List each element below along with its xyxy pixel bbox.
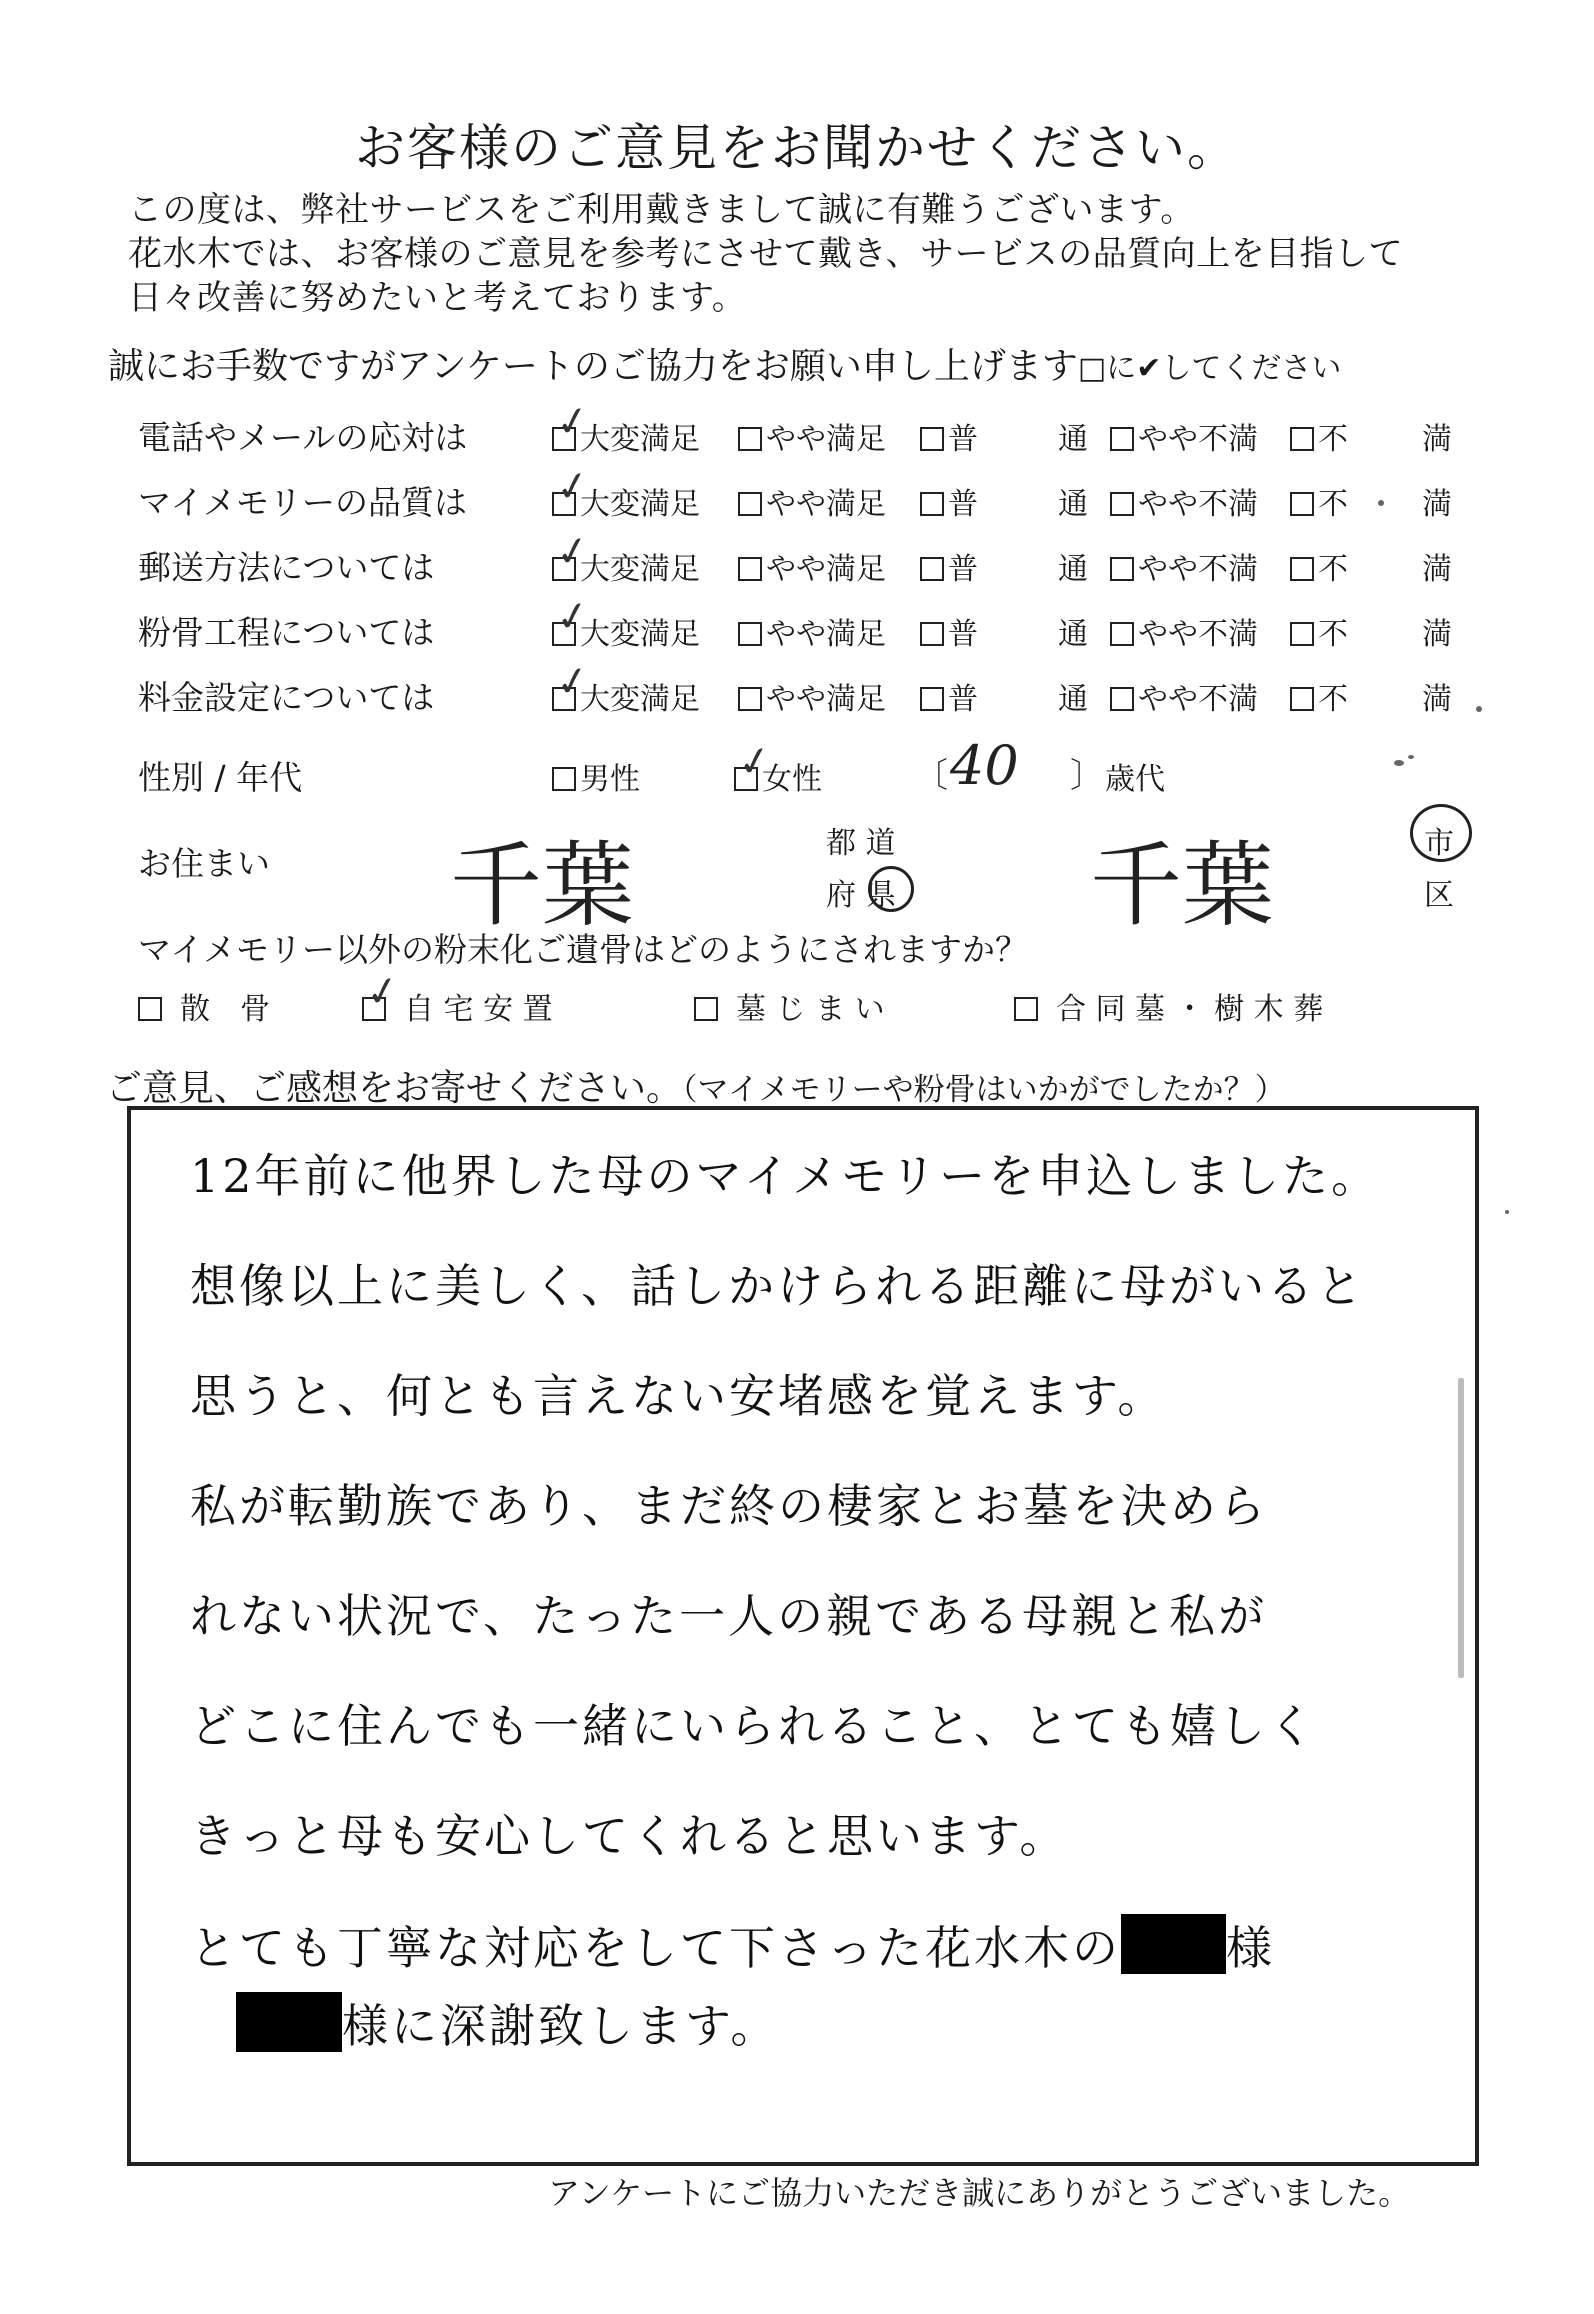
gender-male[interactable]: 男性: [552, 754, 640, 798]
rating-checkbox[interactable]: [920, 492, 944, 516]
check-mark-icon: ✓: [552, 591, 594, 643]
rating-checkbox[interactable]: [738, 492, 762, 516]
rating-option[interactable]: ✓ 大変満足: [552, 461, 700, 522]
rating-option: 満: [1422, 682, 1452, 717]
gender-female[interactable]: ✓ 女性: [734, 736, 822, 797]
prefecture-suffix-top: 都 道: [826, 826, 896, 861]
selection-circle: [1410, 804, 1472, 862]
check-mark-icon: ✓: [552, 396, 594, 448]
rating-option[interactable]: やや満足: [738, 544, 886, 588]
rating-checkbox[interactable]: [920, 687, 944, 711]
rating-option[interactable]: やや満足: [738, 674, 886, 718]
rating-checkbox[interactable]: [552, 461, 594, 516]
check-mark-icon: ✓: [552, 656, 594, 708]
rating-checkbox[interactable]: [552, 396, 594, 451]
other-remains-question: マイメモリー以外の粉末化ご遺骨はどのようにされますか？: [138, 930, 1029, 969]
rating-option[interactable]: やや不満: [1110, 609, 1258, 653]
remains-checkbox[interactable]: [1014, 997, 1038, 1021]
page-title: お客様のご意見をお聞かせください。: [355, 119, 1239, 177]
rating-checkbox[interactable]: [552, 656, 594, 711]
rating-option[interactable]: やや満足: [738, 414, 886, 458]
rating-checkbox[interactable]: [1110, 427, 1134, 451]
age-bracket-open: 〔: [914, 756, 948, 796]
selection-circle: [868, 866, 914, 912]
remains-checkbox[interactable]: [362, 966, 404, 1021]
rating-checkbox[interactable]: [1110, 622, 1134, 646]
age-value[interactable]: 40: [950, 734, 1019, 797]
rating-option: 満: [1422, 552, 1452, 587]
remains-checkbox[interactable]: [138, 997, 162, 1021]
residence-label: お住まい: [138, 844, 270, 883]
remains-checkbox[interactable]: [694, 997, 718, 1021]
comment-line: どこに住んでも一緒にいられること、とても嬉しく: [190, 1699, 1317, 1753]
rating-option: 通: [1058, 682, 1088, 717]
age-bracket-close: 〕: [1070, 756, 1104, 796]
remains-option[interactable]: 墓 じ ま い: [694, 984, 885, 1028]
rating-option[interactable]: ✓ 大変満足: [552, 526, 700, 587]
rating-option: 通: [1058, 552, 1088, 587]
city-value[interactable]: 千葉: [1090, 832, 1275, 939]
rating-checkbox[interactable]: [738, 687, 762, 711]
male-checkbox[interactable]: [552, 767, 576, 791]
rating-checkbox[interactable]: [1290, 687, 1314, 711]
comment-line: れない状況で、たった一人の親である母親と私が: [190, 1589, 1268, 1643]
rating-option[interactable]: やや不満: [1110, 544, 1258, 588]
instruction: [108, 338, 1341, 389]
rating-option[interactable]: 不: [1290, 609, 1348, 653]
rating-checkbox[interactable]: [1110, 687, 1134, 711]
female-checkbox[interactable]: [734, 736, 776, 791]
remains-option[interactable]: 散 骨: [138, 984, 270, 1028]
rating-option[interactable]: やや満足: [738, 609, 886, 653]
rating-option: 通: [1058, 617, 1088, 652]
rating-checkbox[interactable]: [1110, 492, 1134, 516]
question-label: 料金設定については: [138, 678, 435, 717]
rating-option: 通: [1058, 422, 1088, 457]
question-label: 郵送方法については: [138, 548, 435, 587]
rating-option[interactable]: ✓ 大変満足: [552, 396, 700, 457]
comment-prompt-main: ご意見、ご感想をお寄せください。: [106, 1068, 683, 1109]
rating-option[interactable]: 普: [920, 674, 978, 718]
rating-option[interactable]: 普: [920, 479, 978, 523]
remains-option[interactable]: 合 同 墓 ・ 樹 木 葬: [1014, 984, 1323, 1028]
rating-option[interactable]: ✓ 大変満足: [552, 591, 700, 652]
check-mark-icon: ✓: [734, 736, 776, 788]
rating-checkbox[interactable]: [1290, 622, 1314, 646]
redacted-name: [236, 1992, 342, 2052]
instruction-hint: □に✔してください: [1077, 351, 1342, 386]
rating-checkbox[interactable]: [920, 622, 944, 646]
comment-prompt: [106, 1060, 1286, 1111]
remains-option[interactable]: ✓ 自 宅 安 置: [362, 966, 553, 1027]
rating-checkbox[interactable]: [738, 622, 762, 646]
rating-option[interactable]: 不: [1290, 544, 1348, 588]
rating-option[interactable]: 普: [920, 544, 978, 588]
prefecture-suffix-fu: 府: [826, 878, 856, 913]
question-label: マイメモリーの品質は: [138, 483, 468, 522]
comment-line-8: とても丁寧な対応をして下さった花水木の 様: [190, 1912, 1275, 1978]
check-mark-icon: ✓: [552, 461, 594, 513]
check-mark-icon: ✓: [552, 526, 594, 578]
rating-option[interactable]: やや不満: [1110, 674, 1258, 718]
comment-prompt-sub: （マイメモリーや粉骨はいかがでしたか？）: [682, 1072, 1286, 1108]
rating-option: 満: [1422, 487, 1452, 522]
rating-checkbox[interactable]: [552, 591, 594, 646]
rating-option[interactable]: やや不満: [1110, 414, 1258, 458]
rating-checkbox[interactable]: [1290, 492, 1314, 516]
rating-option[interactable]: 不: [1290, 479, 1348, 523]
rating-option: 満: [1422, 617, 1452, 652]
check-mark-icon: ✓: [362, 966, 404, 1018]
rating-checkbox[interactable]: [920, 427, 944, 451]
rating-checkbox[interactable]: [738, 557, 762, 581]
age-suffix: 歳代: [1105, 762, 1165, 797]
rating-option[interactable]: ✓ 大変満足: [552, 656, 700, 717]
rating-option[interactable]: やや不満: [1110, 479, 1258, 523]
rating-option[interactable]: 普: [920, 414, 978, 458]
rating-option[interactable]: やや満足: [738, 479, 886, 523]
question-label: 粉骨工程については: [138, 613, 435, 652]
city-suffix: 市: [1424, 826, 1454, 861]
rating-checkbox[interactable]: [738, 427, 762, 451]
rating-option[interactable]: 不: [1290, 674, 1348, 718]
rating-checkbox[interactable]: [920, 557, 944, 581]
intro-line-1: この度は、弊社サービスをご利用戴きまして誠に有難うございます。: [128, 190, 1195, 230]
question-label: 電話やメールの応対は: [138, 418, 468, 457]
ward-suffix: 区: [1424, 878, 1454, 913]
rating-checkbox[interactable]: [1110, 557, 1134, 581]
comment-line: 12年前に他界した母のマイメモリーを申込しました。: [190, 1149, 1381, 1203]
rating-checkbox[interactable]: [1290, 427, 1314, 451]
rating-option: 通: [1058, 487, 1088, 522]
intro-line-3: 日々改善に努めたいと考えております。: [128, 278, 747, 318]
comment-line: 想像以上に美しく、話しかけられる距離に母がいると: [190, 1259, 1366, 1313]
comment-line: 私が転勤族であり、まだ終の棲家とお墓を決めら: [190, 1479, 1268, 1533]
footer-thanks: アンケートにご協力いただき誠にありがとうございました。: [548, 2174, 1411, 2212]
redacted-name: [1121, 1914, 1226, 1974]
rating-option[interactable]: 普: [920, 609, 978, 653]
prefecture-value[interactable]: 千葉: [450, 832, 635, 939]
instruction-main: 誠にお手数ですがアンケートのご協力をお願い申し上げます: [108, 346, 1078, 387]
demographics-label: 性別 / 年代: [138, 758, 303, 797]
prefecture-suffix-ken: 県: [866, 878, 896, 913]
rating-checkbox[interactable]: [552, 526, 594, 581]
rating-checkbox[interactable]: [1290, 557, 1314, 581]
comment-line: きっと母も安心してくれると思います。: [190, 1809, 1069, 1863]
comment-line: 思うと、何とも言えない安堵感を覚えます。: [190, 1369, 1167, 1423]
intro-line-2: 花水木では、お客様のご意見を参考にさせて戴き、サービスの品質向上を目指して: [128, 234, 1404, 274]
rating-option[interactable]: 不: [1290, 414, 1348, 458]
comment-line-9: 様に深謝致します。: [236, 1990, 779, 2056]
rating-option: 満: [1422, 422, 1452, 457]
